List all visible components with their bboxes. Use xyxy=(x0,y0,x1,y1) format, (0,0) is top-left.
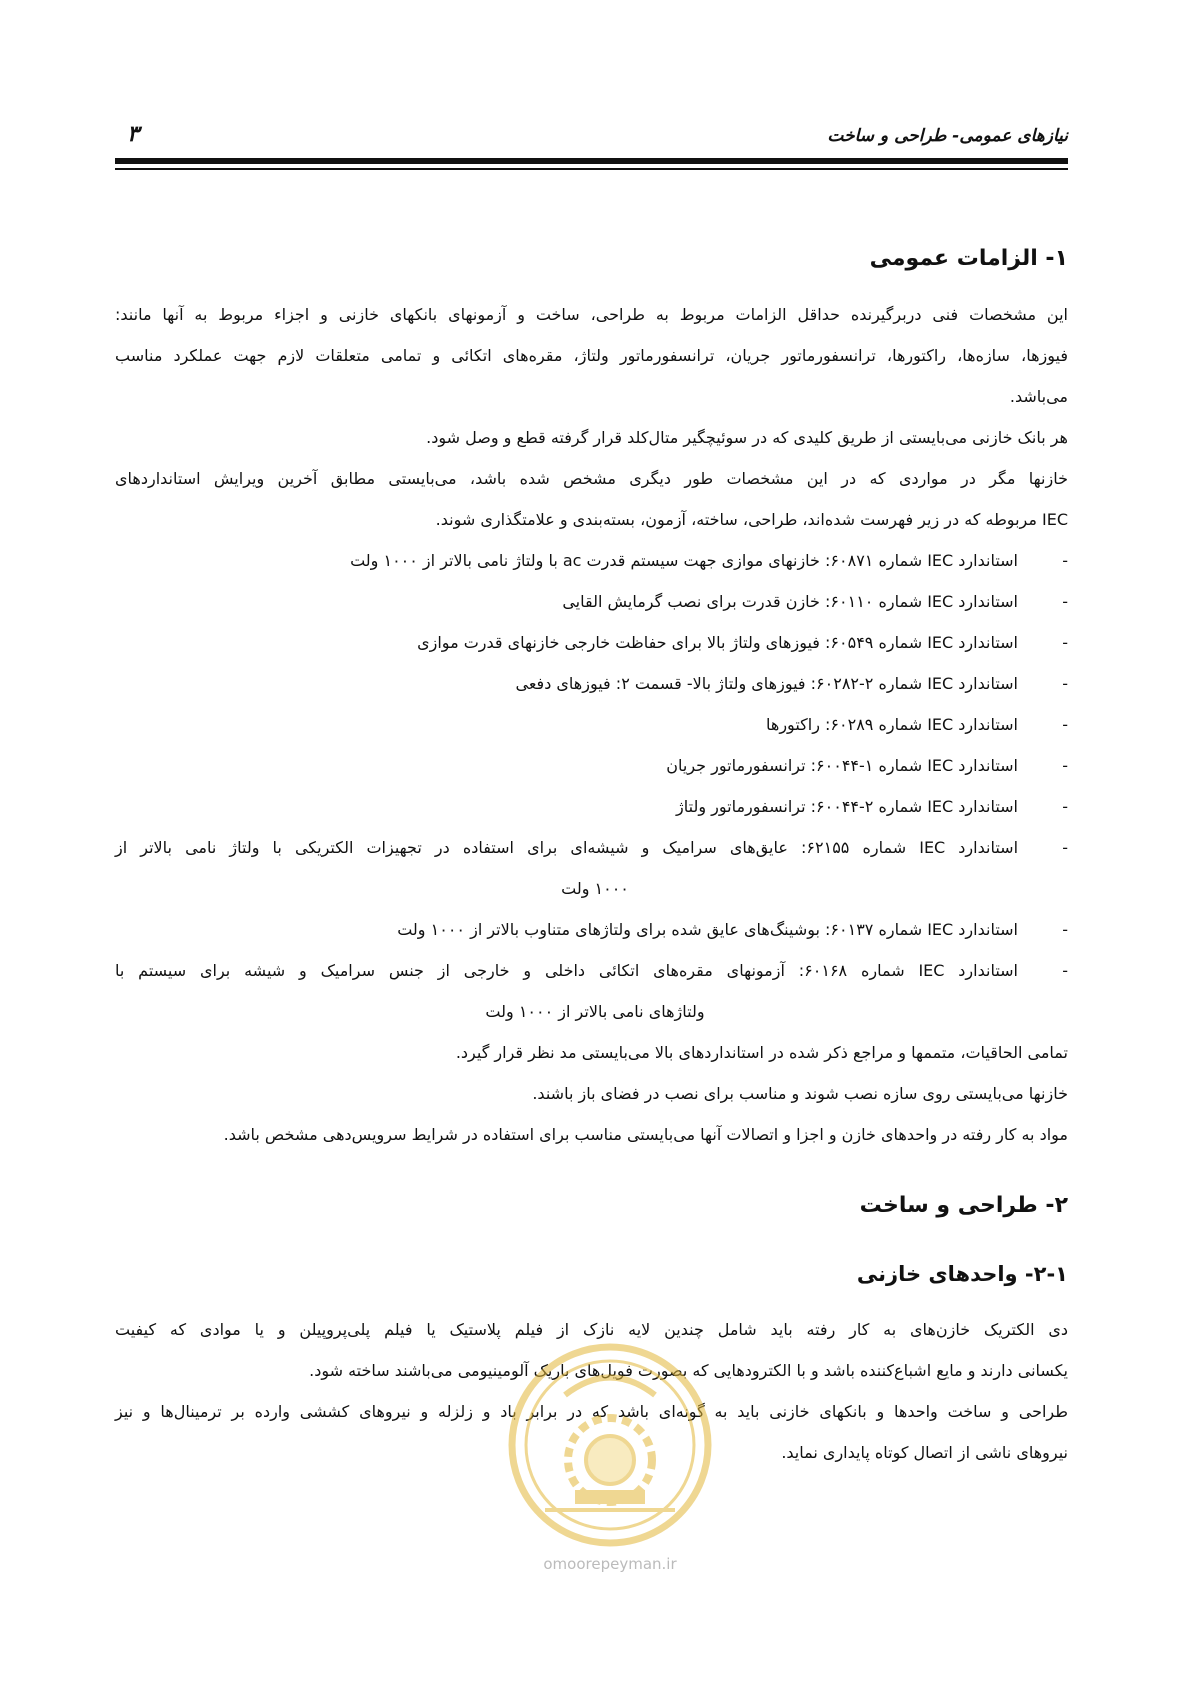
subsection-heading: ۲-۱- واحدهای خازنی xyxy=(856,1262,1068,1286)
paragraph-line: یکسانی دارند و مایع اشباع‌کننده باشد و با الکترودهایی که بصورت فویل‌های باریک آلومینیومی می‌باشند ساخته شود. xyxy=(309,1361,1068,1380)
paragraph-line: IEC مربوطه که در زیر فهرست شده‌اند، طراحی، ساخته، آزمون، بسته‌بندی و علامتگذاری شوند. xyxy=(435,510,1068,529)
watermark-url: omoorepeyman.ir xyxy=(543,1555,677,1573)
paragraph: خازنها می‌بایستی روی سازه نصب شوند و مناسب برای نصب در فضای باز باشند. xyxy=(532,1084,1068,1103)
bullet-dash: - xyxy=(1062,592,1068,611)
bullet-dash: - xyxy=(1062,674,1068,693)
paragraph-line: می‌باشد. xyxy=(1009,387,1068,406)
bullet-dash: - xyxy=(1062,551,1068,570)
paragraph-line: خازنها مگر در مواردی که در این مشخصات طور دیگری مشخص شده باشد، می‌بایستی مطابق آخرین ویرایش استانداردهای xyxy=(115,469,1068,488)
paragraph: مواد به کار رفته در واحدهای خازن و اجزا و اتصالات آنها می‌بایستی مناسب برای استفاده در شرایط سرویس‌دهی مشخص باشد. xyxy=(223,1125,1068,1144)
bullet-dash: - xyxy=(1062,797,1068,816)
paragraph-line: فیوزها، سازه‌ها، راکتورها، ترانسفورماتور جریان، ترانسفورماتور ولتاژ، مقره‌های اتکائی و تمامی متعلقات لازم جهت عملکرد مناسب xyxy=(115,346,1068,365)
list-item-continuation: ۱۰۰۰ ولت xyxy=(561,879,629,898)
bullet-dash: - xyxy=(1062,961,1068,980)
running-title: نیازهای عمومی- طراحی و ساخت xyxy=(827,126,1068,146)
header-rule-thin xyxy=(115,168,1068,170)
section-heading: ۲- طراحی و ساخت xyxy=(859,1193,1068,1218)
bullet-dash: - xyxy=(1062,756,1068,775)
paragraph-line: نیروهای ناشی از اتصال کوتاه پایداری نماید. xyxy=(781,1443,1068,1462)
header-rule-thick xyxy=(115,158,1068,164)
bullet-dash: - xyxy=(1062,715,1068,734)
paragraph: هر بانک خازنی می‌بایستی از طریق کلیدی که در سوئیچگیر متال‌کلد قرار گرفته قطع و وصل شود. xyxy=(426,428,1068,447)
page-header xyxy=(115,118,1068,152)
paragraph-line: این مشخصات فنی دربرگیرنده حداقل الزامات مربوط به طراحی، ساخت و آزمونهای بانکهای خازنی و اجزاء مربوط به آنها مانند: xyxy=(115,305,1068,324)
section-heading: ۱- الزامات عمومی xyxy=(869,246,1068,271)
page-number: ۳ xyxy=(127,122,139,147)
paragraph-line: دی الکتریک خازن‌های به کار رفته باید شامل چندین لایه نازک از فیلم پلاستیک یا فیلم پلی‌پروپیلن و یا موادی که کیفیت xyxy=(115,1320,1068,1339)
bullet-dash: - xyxy=(1062,838,1068,857)
bullet-dash: - xyxy=(1062,633,1068,652)
document-page: نیازهای عمومی- طراحی و ساخت ۳ ۱- الزامات عمومی این مشخصات فنی دربرگیرنده حداقل الزامات مربوط به طراحی، ساخت و آزمونهای بانکهای خازنی و اجزاء مربوط به آنها مانند: فیوزها، سازه‌ها، راکتورها، ترانسفورماتور جریان، ترانسفورماتور ولتاژ، مقره‌های اتکائی و تمامی متعلقات لازم جهت عملکرد مناسب می‌باشد. هر بانک خازنی می‌بایستی از طریق کلیدی که در سوئیچگیر متال‌کلد قرار گرفته قطع و وصل شود. خازنها مگر در مواردی که در این مشخصات طور دیگری مشخص شده باشد، می‌بایستی مطابق آخرین ویرایش استانداردهای IEC مربوطه که در زیر فهرست شده‌اند، طراحی، ساخته، آزمون، بسته‌بندی و علامتگذاری شوند. - استاندارد IEC شماره ۶۰۸۷۱: خازنهای موازی جهت سیستم قدرت ac با ولتاژ نامی بالاتر از ۱۰۰۰ ولت - استاندارد IEC شماره ۶۰۱۱۰: خازن قدرت برای نصب گرمایش القایی - استاندارد IEC شماره ۶۰۵۴۹: فیوزهای ولتاژ بالا برای حفاظت خارجی خازنهای قدرت موازی - استاندارد IEC شماره ۲-۶۰۲۸۲: فیوزهای ولتاژ بالا- قسمت ۲: فیوزهای دفعی - استاندارد IEC شماره ۶۰۲۸۹: راکتورها - استاندارد IEC شماره ۱-۶۰۰۴۴: ترانسفورماتور جریان - استاندارد IEC شماره ۲-۶۰۰۴۴: ترانسفورماتور ولتاژ - استاندارد IEC شماره ۶۲۱۵۵: عایق‌های سرامیک و شیشه‌ای برای استفاده در تجهیزات الکتریکی با ولتاژ نامی بالاتر از ۱۰۰۰ ولت - استاندارد IEC شماره ۶۰۱۳۷: بوشینگ‌های عایق شده برای ولتاژهای متناوب بالاتر از ۱۰۰۰ ولت - استاندارد IEC شماره ۶۰۱۶۸: آزمونهای مقره‌های اتکائی داخلی و خارجی از جنس سرامیک و شیشه برای سیستم با ولتاژهای نامی بالاتر از ۱۰۰۰ ولت تمامی الحاقیات، متممها و مراجع ذکر شده در استانداردهای بالا می‌بایستی مد نظر قرار گیرد. خازنها می‌بایستی روی سازه نصب شوند و مناسب برای نصب در فضای باز باشند. مواد به کار رفته در واحدهای خازن و اجزا و اتصالات آنها می‌بایستی مناسب برای استفاده در شرایط سرویس‌دهی مشخص باشد. ۲- طراحی و ساخت ۲-۱- واحدهای خازنی دی الکتریک خازن‌های به کار رفته باید شامل چندین لایه نازک از فیلم پلاستیک یا فیلم پلی‌پروپیلن و یا موادی که کیفیت یکسانی دارند و مایع اشباع‌کننده باشد و با الکترودهایی که بصورت فویل‌های باریک آلومینیومی می‌باشند ساخته شود. طراحی و ساخت واحدها و بانکهای خازنی باید به گونه‌ای باشد که در برابر باد و زلزله و نیروهای کششی وارده بر ترمینال‌ها و نیز نیروهای ناشی از اتصال کوتاه پایداری نماید. omoorepeyman.ir xyxy=(0,0,1190,1684)
watermark-logo-icon xyxy=(505,1340,715,1550)
bullet-dash: - xyxy=(1062,920,1068,939)
paragraph-line: طراحی و ساخت واحدها و بانکهای خازنی باید به گونه‌ای باشد که در برابر باد و زلزله و نیروهای کششی وارده بر ترمینال‌ها و نیز xyxy=(115,1402,1068,1421)
list-item-continuation: ولتاژهای نامی بالاتر از ۱۰۰۰ ولت xyxy=(485,1002,705,1021)
paragraph: تمامی الحاقیات، متممها و مراجع ذکر شده در استانداردهای بالا می‌بایستی مد نظر قرار گیرد. xyxy=(455,1043,1068,1062)
